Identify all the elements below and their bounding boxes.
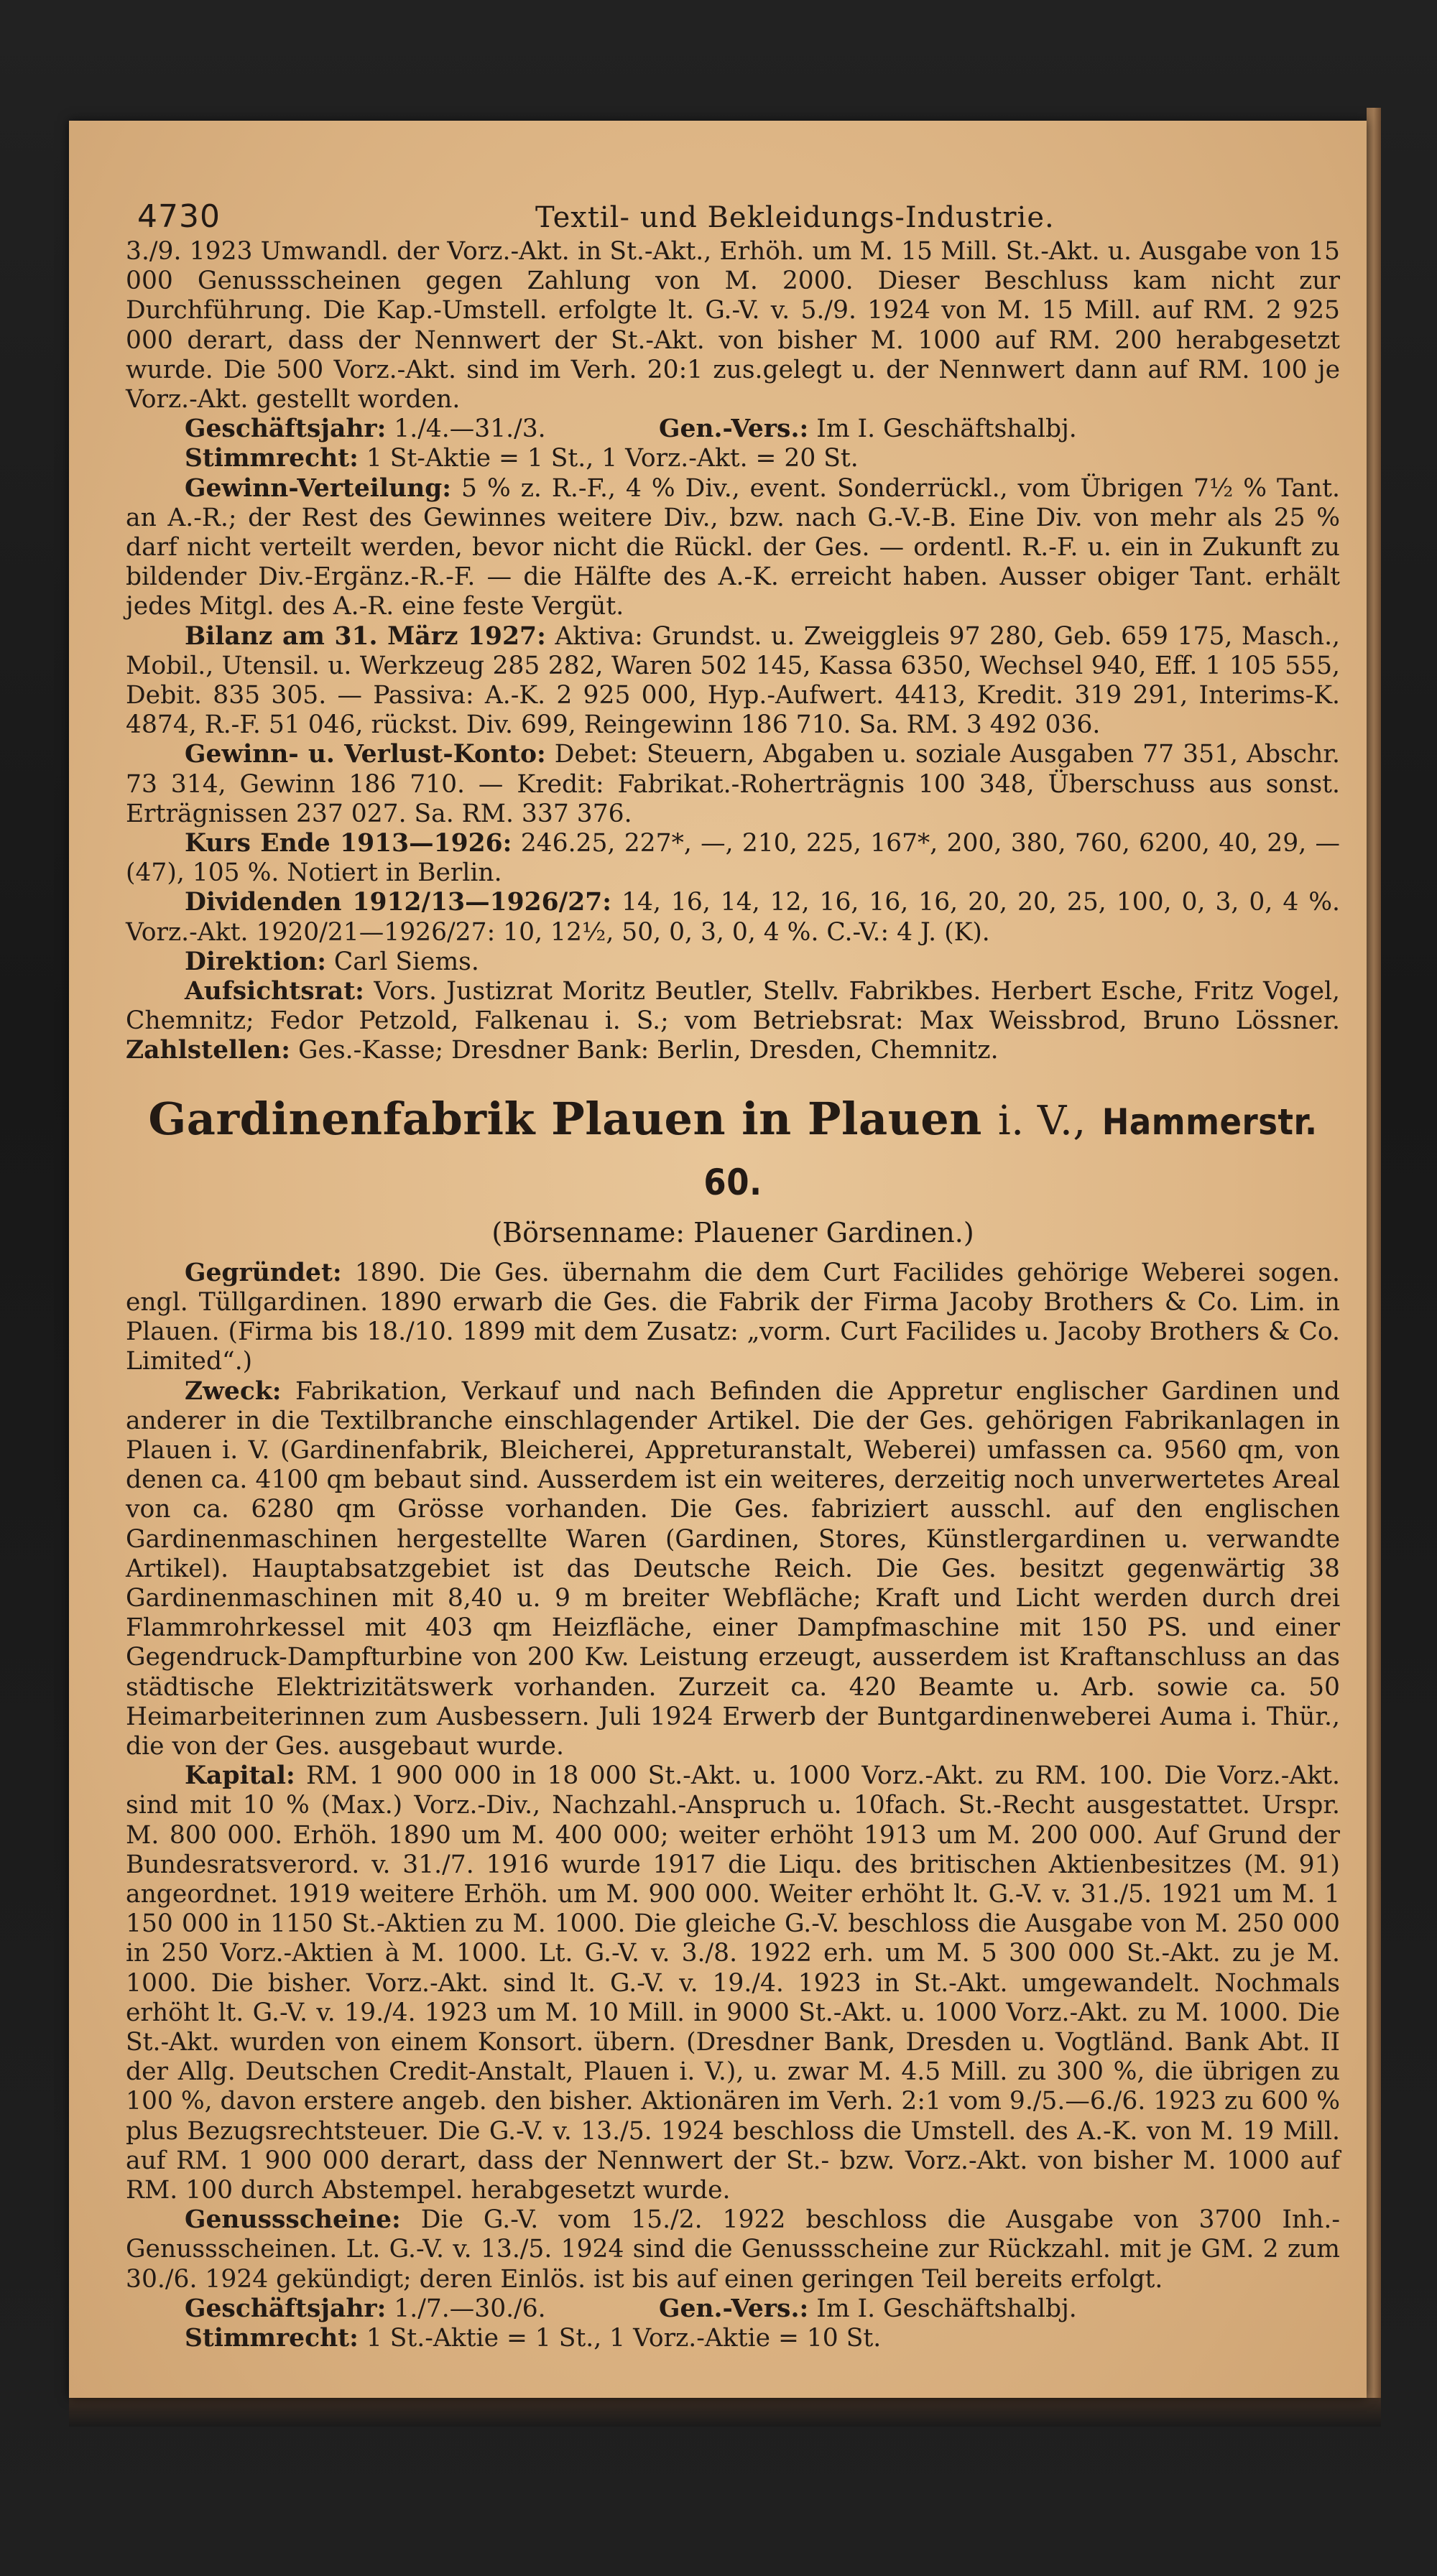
geschaeftsjahr-row-2 (126, 2294, 1340, 2324)
dividenden (126, 888, 1340, 947)
geschaeftsjahr-value-2: 1./7.—30./6. (394, 2294, 546, 2323)
gewinn-verlust-label: Gewinn- u. Verlust-Konto: (185, 740, 546, 769)
zweck (126, 1377, 1340, 1762)
gewinn-verlust-konto (126, 740, 1340, 829)
kurs-label: Kurs Ende 1913—1926: (185, 829, 512, 858)
gewinn-verteilung-label: Gewinn-Verteilung: (185, 473, 452, 503)
dividenden-label: Dividenden 1912/13—1926/27: (185, 888, 612, 917)
genvers (659, 414, 1077, 444)
gewinn-verteilung (126, 474, 1340, 622)
genussscheine-label: Genussscheine: (185, 2205, 401, 2235)
page-content (126, 194, 1340, 2353)
bilanz (126, 622, 1340, 741)
company-name-suffix: i. V., (997, 1097, 1086, 1144)
running-title: Textil- und Bekleidungs-Industrie. (535, 201, 1055, 234)
page-bottom-shadow (69, 2398, 1381, 2427)
zweck-label: Zweck: (185, 1376, 282, 1406)
direktion (126, 948, 1340, 977)
geschaeftsjahr-value: 1./4.—31./3. (394, 414, 546, 444)
gewinn-verteilung-text: 5 % z. R.-F., 4 % Div., event. Sonderrückl., vom Übrigen 7½ % Tant. an A.-R.; der Rest des Gewinnes weitere Div., bzw. nach G.-V.-B. Eine Div. von mehr als 25 % darf nicht verteilt werden, bevor nicht die Rückl. der Ges. — ordentl. R.-F. u. ein in Zukunft zu bildender Div.-Ergänz.-R.-F. — die Hälfte des A.-K. erreicht haben. Ausser obiger Tant. erhält jedes Mitgl. des A.-R. eine feste Vergüt. (126, 473, 1341, 621)
zahlstellen-label: Zahlstellen: (126, 1036, 291, 1065)
gegruendet (126, 1259, 1340, 1377)
page-header (126, 194, 1340, 237)
dividenden-text: 14, 16, 14, 12, 16, 16, 16, 20, 20, 25, 100, 0, 3, 0, 4 %. Vorz.-Akt. 1920/21—1926/27: 10, 12½, 50, 0, 3, 0, 4 %. C.-V.: 4 J. (K). (126, 888, 1341, 947)
kurs (126, 829, 1340, 888)
direktion-label: Direktion: (185, 947, 326, 976)
gegruendet-text: 1890. Die Ges. übernahm die dem Curt Facilides gehörige Weberei sogen. engl. Tüllgardinen. 1890 erwarb die Ges. die Fabrik der Firma Jacoby Brothers & Co. Lim. in Plauen. (Firma bis 18./10. 1899 mit dem Zusatz: „vorm. Curt Facilides u. Jacoby Brothers & Co. Limited“.) (126, 1258, 1340, 1376)
genvers-value: Im I. Geschäftshalbj. (816, 414, 1077, 444)
gewinn-verlust-text: Debet: Steuern, Abgaben u. soziale Ausgaben 77 351, Abschr. 73 314, Gewinn 186 710. — Kredit: Fabrikat.-Roherträgnis 100 348, Überschuss aus sonst. Erträgnissen 237 027. Sa. RM. 337 376. (126, 740, 1341, 828)
company-address: Hammerstr. 60. (703, 1101, 1318, 1203)
geschaeftsjahr (126, 414, 659, 444)
direktion-value: Carl Siems. (333, 947, 479, 976)
aufsichtsrat-text: Vors. Justizrat Moritz Beutler, Stellv. Fabrikbes. Herbert Esche, Fritz Vogel, Chemnitz; Fedor Petzold, Falkenau i. S.; vom Betriebsrat: Max Weissbrod, Bruno Lössner. (126, 977, 1340, 1036)
bilanz-label: Bilanz am 31. März 1927: (185, 621, 546, 651)
aufsichtsrat (126, 977, 1340, 1066)
geschaeftsjahr-label-2: Geschäftsjahr: (185, 2294, 387, 2323)
bilanz-text: Aktiva: Grundst. u. Zweiggleis 97 280, Geb. 659 175, Masch., Mobil., Utensil. u. Werkzeug 285 282, Waren 502 145, Kassa 6350, Wechsel 940, Eff. 1 105 555, Debit. 835 305. — Passiva: A.-K. 2 925 000, Hyp.-Aufwert. 4413, Kredit. 319 291, Interims-K. 4874, R.-F. 51 046, rückst. Div. 699, Reingewinn 186 710. Sa. RM. 3 492 036. (126, 621, 1340, 740)
geschaeftsjahr-label: Geschäftsjahr: (185, 414, 387, 444)
genvers-value-2: Im I. Geschäftshalbj. (816, 2294, 1077, 2323)
kapital (126, 1761, 1340, 2205)
kapital-label: Kapital: (185, 1761, 295, 1791)
geschaeftsjahr-2 (126, 2294, 659, 2324)
zweck-text: Fabrikation, Verkauf und nach Befinden die Appretur englischer Gardinen und anderer in die Textilbranche einschlagender Artikel. Die der Ges. gehörigen Fabrikanlagen in Plauen i. V. (Gardinenfabrik, Bleicherei, Appreturanstalt, Weberei) umfassen ca. 9560 qm, von denen ca. 4100 qm bebaut sind. Ausserdem ist ein weiteres, derzeitig noch unverwertetes Areal von ca. 6280 qm Grösse vorhanden. Die Ges. fabriziert ausschl. auf den englischen Gardinenmaschinen hergestellte Waren (Gardinen, Stores, Künstlergardinen u. verwandte Artikel). Hauptabsatzgebiet ist das Deutsche Reich. Die Ges. besitzt gegenwärtig 38 Gardinenmaschinen mit 8,40 u. 9 m breiter Webfläche; Kraft und Licht werden durch drei Flammrohrkessel mit 403 qm Heizfläche, einer Dampfmaschine mit 150 PS. und einer Gegendruck-Dampfturbine von 200 Kw. Leistung erzeugt, ausserdem ist Kraftanschluss an das städtische Elektrizitätswerk vorhanden. Zurzeit ca. 420 Beamte u. Arb. sowie ca. 50 Heimarbeiterinnen zum Ausbessern. Juli 1924 Erwerb der Buntgardinenweberei Auma i. Thür., die von der Ges. ausgebaut wurde. (126, 1376, 1340, 1761)
page-number: 4730 (137, 198, 221, 235)
zahlstellen-text: Ges.-Kasse; Dresdner Bank: Berlin, Dresden, Chemnitz. (298, 1036, 999, 1065)
aufsichtsrat-label: Aufsichtsrat: (185, 977, 364, 1006)
stimmrecht-2 (126, 2324, 1340, 2353)
genvers-2 (659, 2294, 1077, 2324)
intro-paragraph: 3./9. 1923 Umwandl. der Vorz.-Akt. in St.-Akt., Erhöh. um M. 15 Mill. St.-Akt. u. Ausgabe von 15 000 Genussscheinen gegen Zahlung von M. 2000. Dieser Beschluss kam nicht zur Durchführung. Die Kap.-Umstell. erfolgte lt. G.-V. v. 5./9. 1924 von M. 15 Mill. auf RM. 2 925 000 derart, dass der Nennwert der St.-Akt. von bisher M. 1000 auf RM. 200 herabgesetzt wurde. Die 500 Vorz.-Akt. sind im Verh. 20:1 zus.gelegt u. der Nennwert dann auf RM. 100 je Vorz.-Akt. gestellt worden. (126, 237, 1340, 414)
genussscheine-text: Die G.-V. vom 15./2. 1922 beschloss die Ausgabe von 3700 Inh.-Genussscheinen. Lt. G.-V. v. 13./5. 1924 sind die Genussscheine zur Rückzahl. mit je GM. 2 zum 30./6. 1924 gekündigt; deren Einlös. ist bis auf einen geringen Teil bereits erfolgt. (126, 2205, 1341, 2294)
geschaeftsjahr-row (126, 414, 1340, 444)
stimmrecht-value: 1 St-Aktie = 1 St., 1 Vorz.-Akt. = 20 St. (366, 444, 859, 473)
genvers-label-2: Gen.-Vers.: (659, 2294, 809, 2323)
company-name: Gardinenfabrik Plauen in Plauen (148, 1092, 982, 1145)
stimmrecht-label-2: Stimmrecht: (185, 2324, 359, 2353)
stimmrecht (126, 444, 1340, 473)
page-edge (1367, 108, 1381, 2399)
stimmrecht-value-2: 1 St.-Aktie = 1 St., 1 Vorz.-Aktie = 10 St. (366, 2324, 882, 2353)
company-heading (126, 1090, 1340, 1211)
genussscheine (126, 2205, 1340, 2294)
genvers-label: Gen.-Vers.: (659, 414, 809, 444)
gegruendet-label: Gegründet: (185, 1258, 342, 1287)
kapital-text: RM. 1 900 000 in 18 000 St.-Akt. u. 1000 Vorz.-Akt. zu RM. 100. Die Vorz.-Akt. sind mit 10 % (Max.) Vorz.-Div., Nachzahl.-Anspruch u. 10fach. St.-Recht ausgestattet. Urspr. M. 800 000. Erhöh. 1890 um M. 400 000; weiter erhöht 1913 um M. 200 000. Auf Grund der Bundesratsverord. v. 31./7. 1916 wurde 1917 die Liqu. des britischen Aktienbesitzes (M. 91) angeordnet. 1919 weitere Erhöh. um M. 900 000. Weiter erhöht lt. G.-V. v. 31./5. 1921 um M. 1 150 000 in 1150 St.-Aktien zu M. 1000. Die gleiche G.-V. beschloss die Ausgabe von M. 250 000 in 250 Vorz.-Aktien à M. 1000. Lt. G.-V. v. 3./8. 1922 erh. um M. 5 300 000 St.-Akt. zu je M. 1000. Die bisher. Vorz.-Akt. sind lt. G.-V. v. 19./4. 1923 in St.-Akt. umgewandelt. Nochmals erhöht lt. G.-V. v. 19./4. 1923 um M. 10 Mill. in 9000 St.-Akt. u. 1000 Vorz.-Akt. zu M. 1000. Die St.-Akt. wurden von einem Konsort. übern. (Dresdner Bank, Dresden u. Vogtländ. Bank Abt. II der Allg. Deutschen Credit-Anstalt, Plauen i. V.), u. zwar M. 4.5 Mill. zu 300 %, die übrigen zu 100 %, davon erstere angeb. den bisher. Aktionären im Verh. 2:1 vom 9./5.—6./6. 1923 zu 600 % plus Bezugsrechtsteuer. Die G.-V. v. 13./5. 1924 beschloss die Umstell. des A.-K. von M. 19 Mill. auf RM. 1 900 000 derart, dass der Nennwert der St.- bzw. Vorz.-Akt. von bisher M. 1000 auf RM. 100 durch Abstempel. herabgesetzt wurde. (126, 1761, 1340, 2205)
stimmrecht-label: Stimmrecht: (185, 444, 359, 473)
kurs-text: 246.25, 227*, —, 210, 225, 167*, 200, 380, 760, 6200, 40, 29, —(47), 105 %. Notiert in Berlin. (126, 829, 1340, 888)
boersenname: (Börsenname: Plauener Gardinen.) (491, 1216, 974, 1248)
